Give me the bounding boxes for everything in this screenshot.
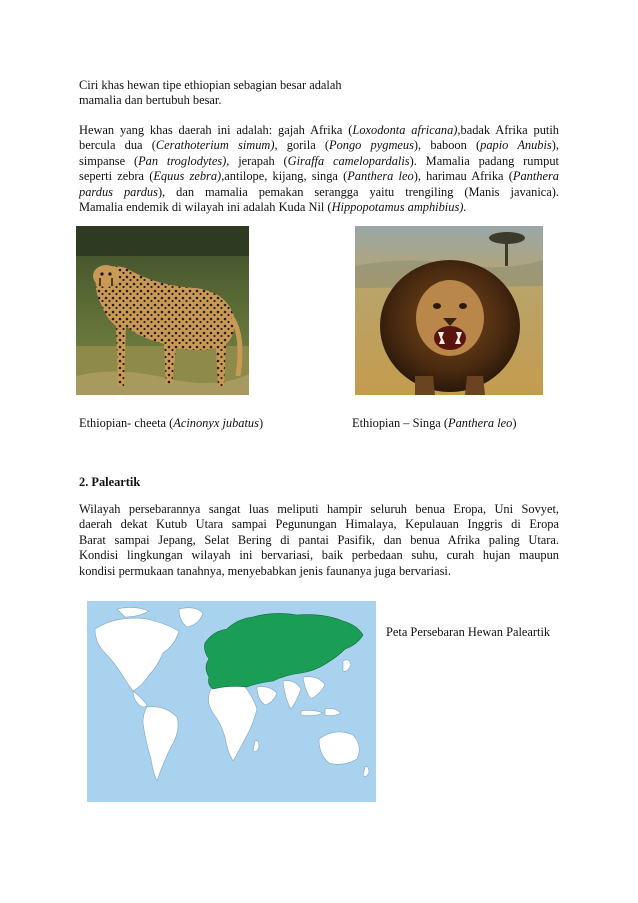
species-name: pardus pardus	[79, 184, 158, 199]
text-run: ). Mamalia padang rumput	[409, 153, 559, 168]
species-name: Cerathoterium simum)	[155, 138, 275, 153]
palearctic-paragraph	[79, 502, 559, 579]
species-name: Panthera leo	[448, 416, 513, 430]
text-run: ),	[551, 138, 559, 153]
cheeta-caption	[79, 416, 263, 431]
species-name: papio Anubis	[480, 138, 552, 153]
text-run: Mamalia endemik di wilayah ini adalah Kuda Nil (	[79, 200, 332, 215]
lion-illustration	[355, 226, 543, 395]
text-run: ), dan mamalia pemakan serangga yaitu trengiling (Manis javanica).	[157, 184, 559, 199]
text-run: ), baboon (	[413, 138, 481, 153]
text-run: Hewan yang khas daerah ini adalah: gajah Afrika (	[79, 123, 353, 137]
lion-photo	[355, 226, 543, 395]
species-name: Acinonyx jubatus	[173, 416, 259, 430]
species-name: Panthera	[512, 169, 559, 184]
text-run: ,badak Afrika putih	[457, 123, 559, 137]
paragraph-line: Wilayah persebarannya sangat luas meliputi hampir seluruh benua Eropa, Uni Sovyet,	[79, 502, 559, 516]
text-run: seperti zebra (	[79, 169, 154, 184]
paragraph-line	[79, 138, 559, 153]
paragraph-line: Barat sampai Jepang, Selat Bering di pantai Pasifik, dan benua Afrika paling Utara.	[79, 532, 559, 547]
species-name: Panthera leo	[347, 169, 414, 184]
paragraph-line	[79, 169, 559, 184]
species-name: Pan troglodytes)	[138, 153, 227, 168]
species-name: Pongo pygmeus	[329, 138, 414, 153]
text-run: , gorila (	[274, 138, 330, 153]
species-name: Giraffa camelopardalis	[287, 153, 410, 168]
species-name: Equus zebra)	[153, 169, 222, 184]
paragraph-line	[79, 200, 559, 215]
text-run: ), harimau Afrika (	[413, 169, 513, 184]
intro-line-1: Ciri khas hewan tipe ethiopian sebagian besar adalah	[79, 78, 342, 92]
intro-line-2: mamalia dan bertubuh besar.	[79, 93, 222, 108]
intro-text	[79, 78, 379, 109]
text-run: )	[512, 416, 517, 430]
text-run: ,antilope, kijang, singa (	[221, 169, 348, 184]
paragraph-line: kondisi permukaan tanahnya, menyebabkan jenis faunanya juga bervariasi.	[79, 563, 451, 578]
text-run: )	[258, 416, 264, 430]
paragraph-line	[79, 154, 559, 169]
paragraph-line	[79, 185, 559, 200]
cheetah-photo	[76, 226, 249, 395]
paragraph-line: daerah dekat Kutub Utara sampai Pegunungan Himalaya, Kepulauan Inggris di Eropa	[79, 517, 559, 532]
text-run: Ethiopian- cheeta (	[79, 416, 174, 430]
species-name: Loxodonta africana)	[352, 123, 458, 137]
text-run: , jerapah (	[226, 153, 288, 168]
map-caption: Peta Persebaran Hewan Paleartik	[386, 625, 551, 639]
paragraph-line: Kondisi lingkungan wilayah ini bervariasi, baik perbedaan suhu, curah hujan maupun	[79, 548, 559, 563]
cheetah-illustration	[76, 226, 249, 395]
text-run: bercula dua (	[79, 138, 156, 153]
ethiopian-paragraph	[79, 123, 559, 215]
lion-caption	[352, 416, 517, 431]
world-map-illustration	[87, 601, 376, 802]
section-heading: 2. Paleartik	[79, 475, 141, 489]
species-name: Hippopotamus amphibius).	[331, 200, 467, 215]
text-run: simpanse (	[79, 153, 139, 168]
text-run: Ethiopian – Singa (	[352, 416, 449, 430]
palearctic-map	[87, 601, 376, 802]
paragraph-line	[79, 123, 559, 138]
